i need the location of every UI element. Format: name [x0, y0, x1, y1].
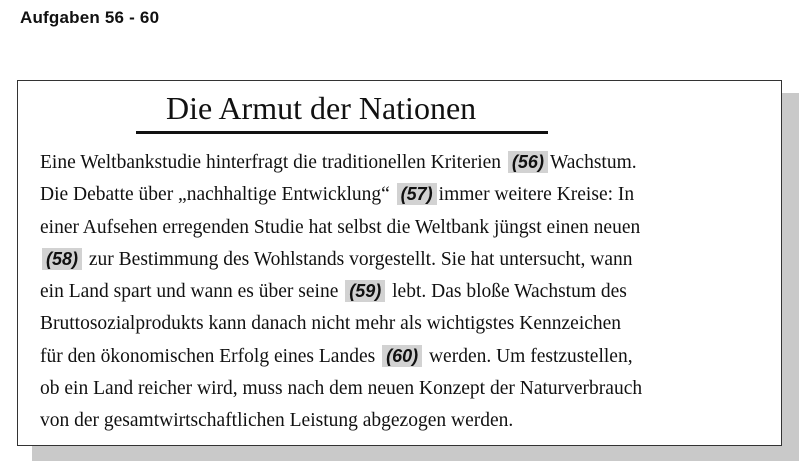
- text-segment: für den ökonomischen Erfolg eines Landes: [40, 345, 381, 367]
- text-line: [40, 179, 770, 211]
- text-line: [40, 276, 770, 308]
- gap-marker: (57): [397, 183, 437, 205]
- text-segment: immer weitere Kreise: In: [438, 184, 635, 206]
- text-segment: Die Debatte über „nachhaltige Entwicklung“: [40, 184, 395, 206]
- text-line: [40, 341, 770, 373]
- text-body: [40, 147, 770, 438]
- gap-marker: (56): [508, 151, 548, 173]
- text-card: [17, 80, 782, 446]
- text-line: [40, 373, 770, 405]
- page-heading: Aufgaben 56 - 60: [20, 8, 160, 27]
- gap-marker: (59): [345, 280, 385, 302]
- gap-marker: (58): [42, 248, 82, 270]
- text-line: [40, 244, 770, 276]
- text-segment: Bruttosozialprodukts kann danach nicht mehr als wichtigstes Kennzeichen: [40, 313, 622, 335]
- text-line: [40, 405, 770, 437]
- text-segment: werden. Um festzustellen,: [424, 345, 633, 367]
- text-segment: ein Land spart und wann es über seine: [40, 281, 344, 303]
- text-segment: einer Aufsehen erregenden Studie hat selbst die Weltbank jüngst einen neuen: [40, 216, 641, 238]
- gap-marker: (60): [382, 345, 422, 367]
- text-segment: ob ein Land reicher wird, muss nach dem neuen Konzept der Naturverbrauch: [40, 378, 643, 400]
- text-segment: lebt. Das bloße Wachstum des: [387, 281, 627, 303]
- text-line: [40, 147, 770, 179]
- text-line: [40, 308, 770, 340]
- text-segment: Wachstum.: [549, 152, 637, 173]
- title-underline: [136, 131, 548, 134]
- text-line: [40, 212, 770, 244]
- text-title: Die Armut der Nationen: [166, 90, 477, 126]
- text-segment: zur Bestimmung des Wohlstands vorgestellt. Sie hat untersucht, wann: [84, 248, 633, 270]
- text-segment: von der gesamtwirtschaftlichen Leistung abgezogen werden.: [40, 410, 514, 432]
- text-segment: Eine Weltbankstudie hinterfragt die traditionellen Kriterien: [40, 152, 506, 173]
